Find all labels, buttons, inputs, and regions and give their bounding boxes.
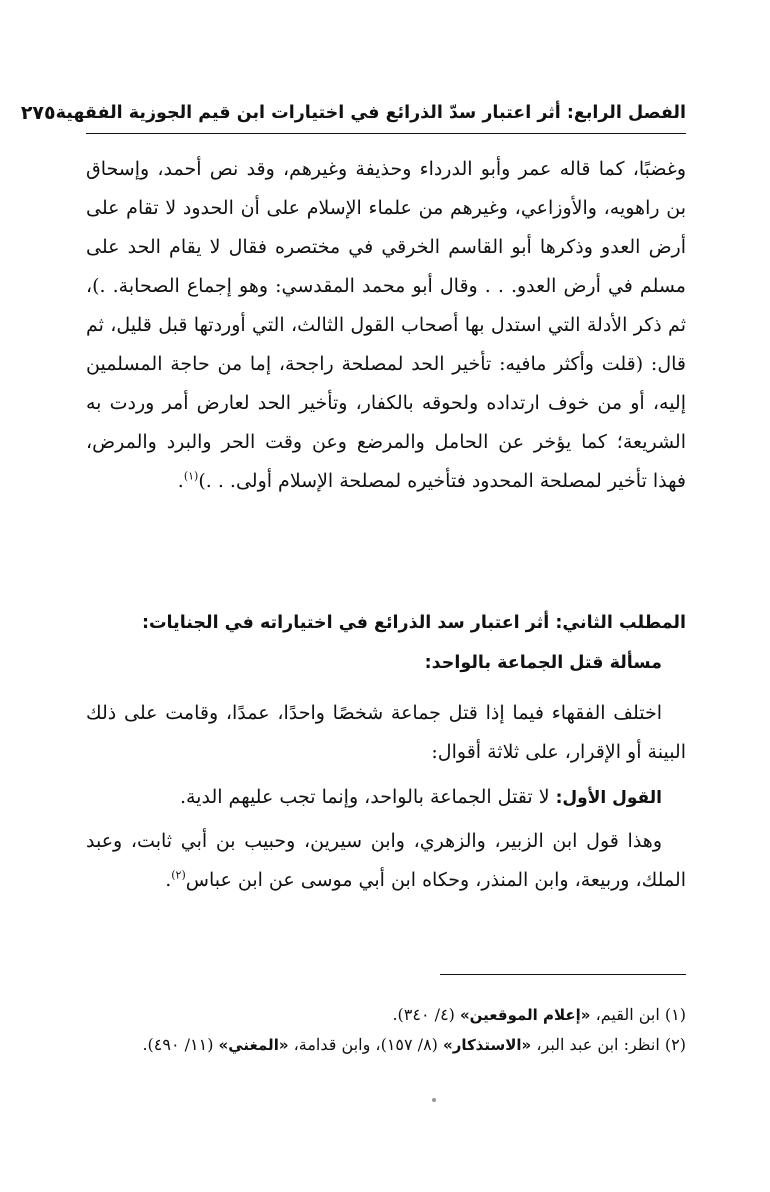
opinion-text: لا تقتل الجماعة بالواحد، وإنما تجب عليهم الدية. <box>179 786 556 808</box>
body-paragraph <box>86 150 686 501</box>
footnote-ref: (١) <box>183 469 199 483</box>
footnote-text: انظر: ابن عبد البر، <box>531 1035 665 1054</box>
footnote-text: (٨/ ١٥٧)، وابن قدامة، <box>288 1035 443 1054</box>
book-title: «الاستذكار» <box>443 1036 532 1054</box>
paragraph-text: وهذا قول ابن الزبير، والزهري، وابن سيرين، وحبيب بن أبي ثابت، وعبد الملك، وربيعة، وابن المنذر، وحكاه ابن أبي موسى عن ابن عباس <box>86 830 686 891</box>
footnote <box>86 1030 686 1060</box>
body-paragraph <box>86 822 686 900</box>
issue-heading: مسألة قتل الجماعة بالواحد: <box>424 653 662 673</box>
page-header <box>20 96 686 130</box>
footnote-ref: (٢) <box>171 868 186 882</box>
footnote-separator <box>440 974 686 975</box>
footnote-number: (٢) <box>664 1035 686 1054</box>
section-heading: المطلب الثاني: أثر اعتبار سد الذرائع في اختياراته في الجنايات: <box>141 613 686 633</box>
paragraph-end: . <box>177 470 184 492</box>
footnote-text: (٤/ ٣٤٠). <box>392 1005 460 1024</box>
footnotes <box>86 1000 686 1060</box>
opinion-label: القول الأول: <box>555 788 662 808</box>
body-paragraph: اختلف الفقهاء فيما إذا قتل جماعة شخصًا واحدًا، عمدًا، وقامت على ذلك البينة أو الإقرار، على ثلاثة أقوال: <box>86 702 686 763</box>
paragraph-text: وغضبًا، كما قاله عمر وأبو الدرداء وحذيفة وغيرهم، وقد نص أحمد، وإسحاق بن راهويه، والأوزاعي، وغيرهم من علماء الإسلام على أن الحدود لا تقام على أرض العدو وذكرها أبو القاسم الخرقي في مختصره فقال لا يقام الحد على مسلم في أرض العدو. . . وقال أبو محمد المقدسي: وهو إجماع الصحابة. .)، ثم ذكر الأدلة التي استدل بها أصحاب القول الثالث، التي أوردتها قبل قليل، ثم قال: (قلت وأكثر مافيه: تأخير الحد لمصلحة راجحة، إما من حاجة المسلمين إليه، أو من خوف ارتداده ولحوقه بالكفار، وتأخير الحد لعارض أمر وردت به الشريعة؛ كما يؤخر عن الحامل والمرضع وعن وقت الحر والبرد والمرض، فهذا تأخير لمصلحة المحدود فتأخيره لمصلحة الإسلام أولى. . .) <box>86 158 687 492</box>
running-title: الفصل الرابع: أثر اعتبار سدّ الذرائع في اختيارات ابن قيم الجوزية الفقهية <box>55 103 686 123</box>
opinion-line <box>86 778 686 818</box>
paragraph-end: . <box>165 869 172 891</box>
page-number: ٢٧٥ <box>20 102 56 124</box>
footnote <box>86 1000 686 1030</box>
book-title: «المغني» <box>218 1036 289 1054</box>
book-title: «إعلام الموقعين» <box>459 1006 591 1024</box>
header-rule <box>86 133 686 134</box>
print-speck <box>432 1098 436 1102</box>
footnote-text: (١١/ ٤٩٠). <box>142 1035 219 1054</box>
footnote-number: (١) <box>664 1005 686 1024</box>
footnote-text: ابن القيم، <box>590 1005 665 1024</box>
